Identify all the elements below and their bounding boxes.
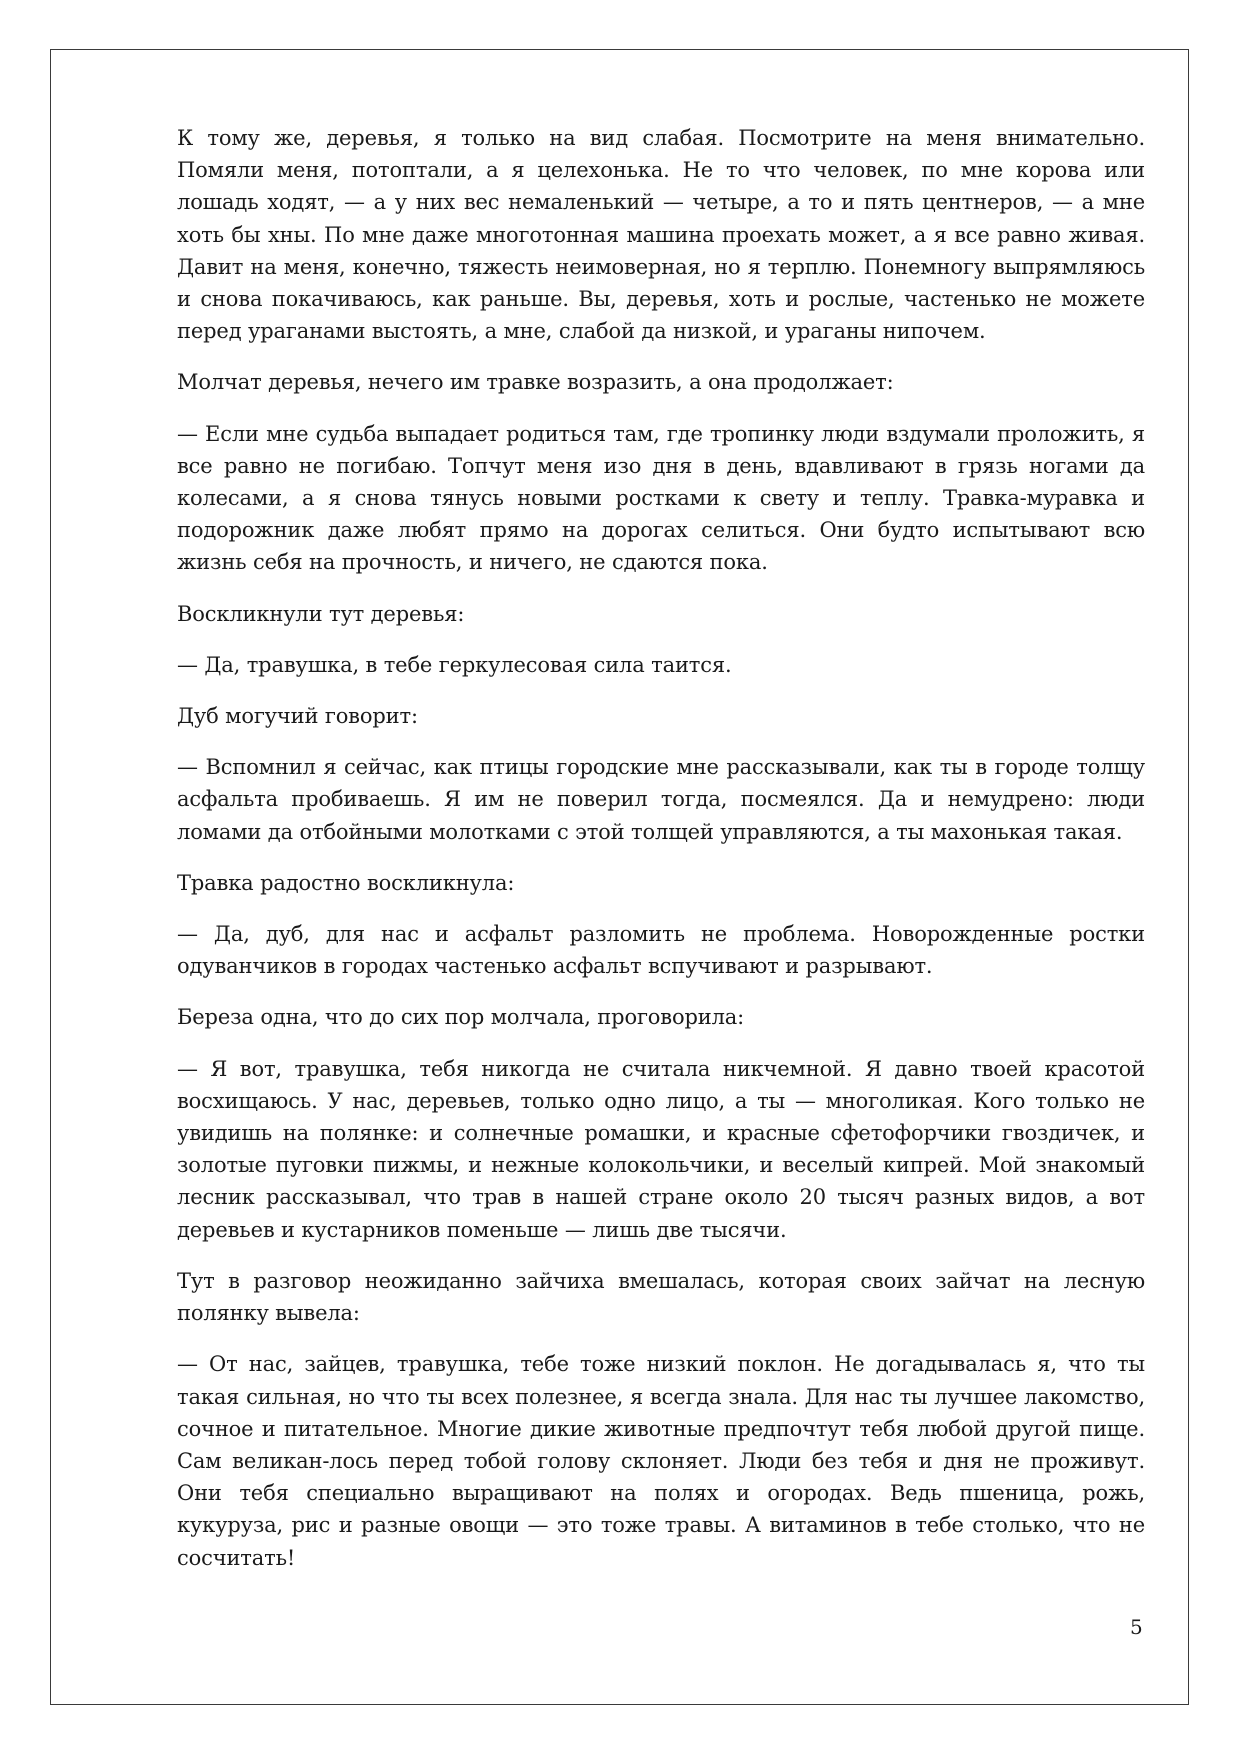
paragraph-9: — Да, дуб, для нас и асфальт разломить не проблема. Новорожденные ростки одуванчиков в городах частенько асфальт вспучивают и разрывают. <box>177 922 1145 979</box>
paragraph-11: — Я вот, травушка, тебя никогда не считала никчемной. Я давно твоей красотой восхищаюсь. У нас, деревьев, только одно лицо, а ты — многоликая. Кого только не увидишь на полянке: и солнечные ромашки, и красные сфетофорчики гвоздичек, и золотые пуговки пижмы, и нежные колокольчики, и веселый кипрей. Мой знакомый лесник рассказывал, что трав в нашей стране около 20 тысяч разных видов, а вот деревьев и кустарников поменьше — лишь две тысячи. <box>177 1056 1145 1242</box>
body-text <box>177 122 1145 1593</box>
paragraph-7: — Вспомнил я сейчас, как птицы городские мне рассказывали, как ты в городе толщу асфальта пробиваешь. Я им не поверил тогда, посмеялся. Да и немудрено: люди ломами да отбойными молотками с этой толщей управляются, а ты махонькая такая. <box>177 755 1145 844</box>
paragraph-10: Береза одна, что до сих пор молчала, проговорила: <box>177 1005 745 1030</box>
paragraph-5: — Да, травушка, в тебе геркулесовая сила таится. <box>177 652 732 677</box>
paragraph-3: — Если мне судьба выпадает родиться там, где тропинку люди вздумали проложить, я все равно не погибаю. Топчут меня изо дня в день, вдавливают в грязь ногами да колесами, а я снова тянусь новыми ростками к свету и теплу. Травка-муравка и подорожник даже любят прямо на дорогах селиться. Они будто испытывают всю жизнь себя на прочность, и ничего, не сдаются пока. <box>177 421 1145 575</box>
paragraph-4: Воскликнули тут деревья: <box>177 601 465 626</box>
paragraph-1: К тому же, деревья, я только на вид слабая. Посмотрите на меня внимательно. Помяли меня, потоптали, а я целехонька. Не то что человек, по мне корова или лошадь ходят, — а у них вес немаленький — четыре, а то и пять центнеров, — а мне хоть бы хны. По мне даже многотонная машина проехать может, а я все равно живая. Давит на меня, конечно, тяжесть неимоверная, но я терплю. Понемногу выпрямляюсь и снова покачиваюсь, как раньше. Вы, деревья, хоть и рослые, частенько не можете перед ураганами выстоять, а мне, слабой да низкой, и ураганы нипочем. <box>177 126 1145 344</box>
paragraph-8: Травка радостно воскликнула: <box>177 870 515 895</box>
paragraph-6: Дуб могучий говорит: <box>177 704 418 729</box>
paragraph-12: Тут в разговор неожиданно зайчиха вмешалась, которая своих зайчат на лесную полянку вывела: <box>177 1268 1145 1326</box>
paragraph-13: — От нас, зайцев, травушка, тебе тоже низкий поклон. Не догадывалась я, что ты такая сильная, но что ты всех полезнее, я всегда знала. Для нас ты лучшее лакомство, сочное и питательное. Многие дикие животные предпочтут тебя любой другой пище. Сам великан-лось перед тобой голову склоняет. Люди без тебя и дня не проживут. Они тебя специально выращивают на полях и огородах. Ведь пшеница, рожь, кукуруза, рис и разные овощи — это тоже травы. А витаминов в тебе столько, что не сосчитать! <box>177 1352 1145 1570</box>
paragraph-2: Молчат деревья, нечего им травке возразить, а она продолжает: <box>177 370 894 395</box>
page-number: 5 <box>1130 1615 1143 1639</box>
